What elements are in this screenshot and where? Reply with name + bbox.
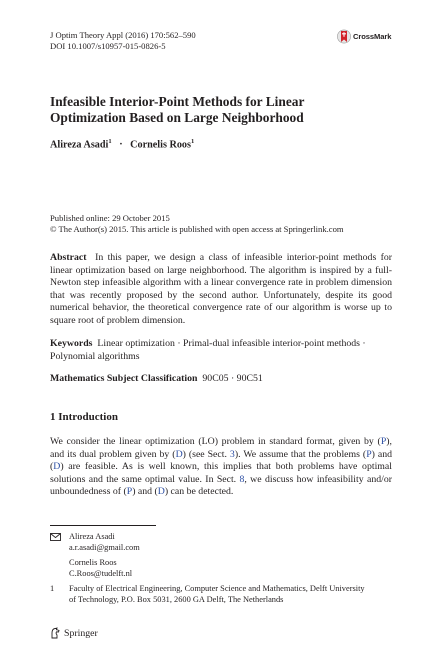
contact-email[interactable]: a.r.asadi@gmail.com [69, 542, 140, 552]
article-title [50, 94, 380, 125]
intro-text: ) are feasible. As is well known, this implies that both problems have optimal solutions and the same optimal value. In Sect. [50, 461, 392, 485]
affiliation-line: Faculty of Electrical Engineering, Computer Science and Mathematics, Delft University [69, 584, 365, 594]
keywords-text: Linear optimization · Primal-dual infeasible interior-point methods · Polynomial algorithms [50, 338, 366, 362]
intro-text: ), and its dual problem given by ( [50, 436, 392, 460]
msc-text: 90C05 · 90C51 [202, 373, 263, 384]
footnote-rule [50, 525, 156, 526]
copyright-notice: © The Author(s) 2015. This article is published with open access at Springerlink.com [50, 223, 344, 234]
abstract-text: In this paper, we design a class of infeasible interior-point methods for linear optimization based on large neighborhood. The algorithm is inspired by a full-Newton step infeasible algorithm with a linear convergence rate in problem dimension that was recently proposed by the second author. Unfortunately, despite its good numerical behavior, the theoretical convergence rate of our algorithm is worse up to square root of problem dimension. [50, 252, 392, 326]
abstract-label: Abstract [50, 252, 87, 263]
author-list [50, 138, 194, 150]
publisher-logo [50, 627, 98, 639]
contact-name: Alireza Asadi [69, 532, 115, 541]
journal-line: J Optim Theory Appl (2016) 170:562–590 [50, 30, 196, 40]
intro-text: ) and ( [132, 486, 158, 497]
affiliation-number: 1 [50, 584, 55, 594]
intro-text: ) and ( [50, 448, 393, 472]
title-line-2: Optimization Based on Large Neighborhood [50, 109, 304, 125]
abstract [50, 252, 392, 327]
affiliation [50, 584, 365, 605]
crossmark-badge[interactable] [337, 28, 393, 46]
title-line-1: Infeasible Interior-Point Methods for Linear [50, 94, 305, 109]
author-name: Alireza Asadi [50, 139, 109, 151]
author-contact-2 [50, 558, 365, 579]
author-separator: · [119, 139, 123, 151]
contact-email[interactable]: C.Roos@tudelft.nl [69, 568, 133, 578]
footnotes [50, 532, 365, 606]
subject-classification [50, 373, 392, 386]
ref-problem-p[interactable]: P [366, 448, 372, 460]
ref-section-8[interactable]: 8 [239, 473, 245, 485]
publisher-name: Springer [64, 627, 98, 639]
envelope-icon [50, 532, 69, 553]
ref-problem-d[interactable]: D [53, 461, 61, 472]
keywords [50, 338, 392, 363]
intro-text: ). We assume that the problems ( [234, 448, 367, 460]
published-date: Published online: 29 October 2015 [50, 213, 170, 223]
crossmark-label: CrossMark [353, 32, 392, 41]
intro-text: ) (see Sect. [182, 448, 230, 460]
keywords-label: Keywords [50, 338, 93, 349]
intro-text: , we discuss how infeasibility and/or unboundedness of ( [50, 473, 393, 497]
ref-problem-p[interactable]: P [126, 486, 133, 497]
introduction-paragraph [50, 436, 392, 499]
author-name: Cornelis Roos [130, 139, 191, 151]
journal-citation [50, 30, 196, 51]
ref-problem-p[interactable]: P [380, 436, 387, 447]
contact-name: Cornelis Roos [69, 558, 117, 568]
crossmark-icon [337, 28, 351, 45]
author-contact-1 [50, 532, 365, 553]
ref-section-3[interactable]: 3 [229, 448, 235, 460]
affiliation-mark[interactable]: 1 [190, 138, 195, 145]
intro-text: ) can be detected. [164, 486, 234, 497]
publication-info [50, 213, 344, 234]
section-heading: 1 Introduction [50, 411, 118, 423]
affiliation-line: of Technology, P.O. Box 5031, 2600 GA Delft, The Netherlands [69, 594, 284, 604]
ref-problem-d[interactable]: D [157, 486, 165, 497]
intro-text: We consider the linear optimization (LO) problem in standard format, given by ( [50, 436, 381, 447]
ref-problem-d[interactable]: D [175, 448, 183, 460]
springer-horse-icon [50, 627, 61, 639]
msc-label: Mathematics Subject Classification [50, 373, 198, 384]
affiliation-mark[interactable]: 1 [108, 138, 112, 145]
doi-line[interactable]: DOI 10.1007/s10957-015-0826-5 [50, 40, 166, 51]
